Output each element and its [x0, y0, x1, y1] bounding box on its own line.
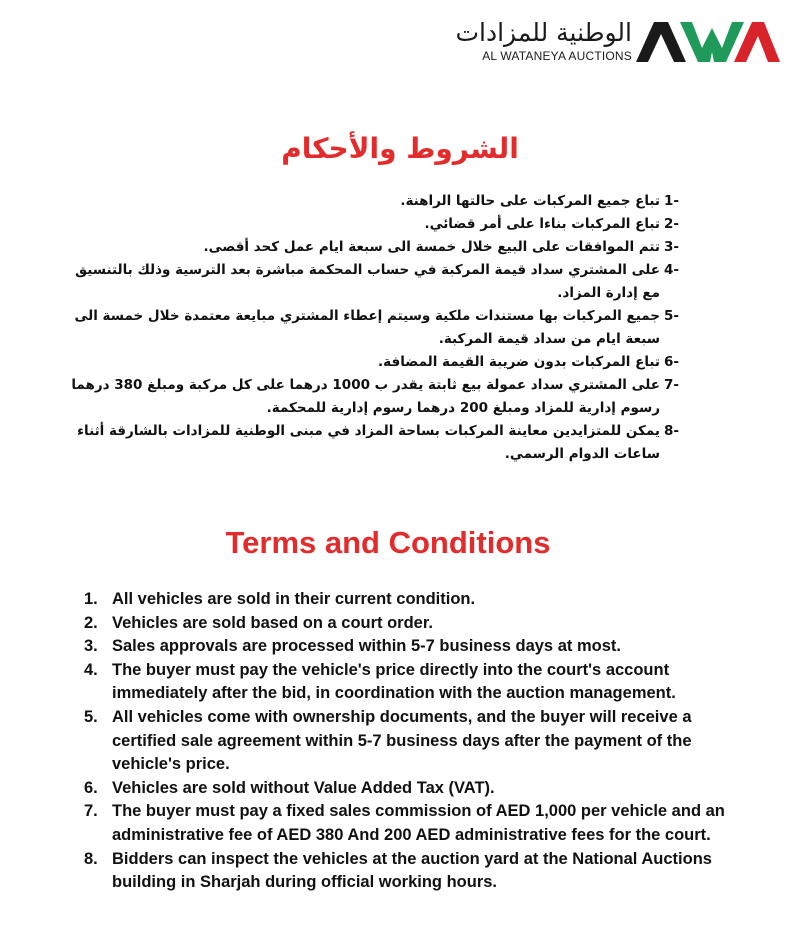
list-item [84, 848, 734, 895]
list-item [84, 800, 734, 847]
company-logo [455, 18, 780, 66]
list-item-text: The buyer must pay a fixed sales commission of AED 1,000 per vehicle and an administrative fee of AED 380 And 200 AED administrative fees for the court. [112, 802, 725, 844]
english-terms-list [84, 588, 734, 895]
list-item [84, 635, 734, 659]
list-item-text: All vehicles come with ownership documents, and the buyer will receive a certified sale agreement within 5-7 business days after the payment of the vehicle's price. [112, 707, 692, 774]
list-item [60, 213, 692, 236]
list-item [60, 351, 692, 374]
list-item-text: Vehicles are sold without Value Added Tax (VAT). [112, 778, 495, 797]
list-item-number: 5. [84, 707, 98, 726]
list-item [60, 236, 692, 259]
list-item-text: Sales approvals are processed within 5-7 business days at most. [112, 637, 621, 656]
logo-wordmark [455, 18, 632, 64]
list-item-number: 8- [664, 423, 679, 439]
list-item-number: 1- [664, 193, 679, 209]
list-item-number: 4- [664, 262, 679, 278]
list-item-text: Vehicles are sold based on a court order. [112, 613, 433, 632]
list-item-number: 4. [84, 660, 98, 679]
list-item-text: تباع المركبات بدون ضريبة القيمة المضافة. [378, 354, 660, 370]
list-item [84, 777, 734, 801]
list-item-text: تتم الموافقات على البيع خلال خمسة الى سبعة ايام عمل كحد أقصى. [203, 239, 660, 255]
arabic-page-title: الشروط والأحكام [281, 132, 519, 165]
logo-arabic-name: الوطنية للمزادات [455, 18, 632, 47]
arabic-terms-list [60, 190, 692, 466]
list-item-number: 6- [664, 354, 679, 370]
list-item-text: على المشتري سداد عمولة بيع ثابتة يقدر ب 1000 درهما على كل مركبة ومبلغ 380 درهما رسوم إدارية للمزاد ومبلغ 200 درهما رسوم إدارية للمحكمة. [71, 377, 660, 416]
list-item-number: 5- [664, 308, 679, 324]
list-item-text: The buyer must pay the vehicle's price directly into the court's account immediately after the bid, in coordination with the auction management. [112, 660, 676, 703]
list-item-number: 8. [84, 849, 98, 868]
list-item-number: 3. [84, 637, 98, 656]
list-item-number: 6. [84, 778, 98, 797]
list-item-number: 1. [84, 590, 98, 608]
list-item-text: على المشتري سداد قيمة المركبة في حساب المحكمة مباشرة بعد الترسية وذلك بالتنسيق مع إدارة المزاد. [75, 262, 660, 301]
list-item-number: 2. [84, 613, 98, 632]
list-item-text: All vehicles are sold in their current condition. [112, 590, 476, 608]
list-item-number: 2- [664, 216, 679, 232]
english-page-title: Terms and Conditions [225, 525, 551, 560]
logo-english-name: AL WATANEYA AUCTIONS [482, 49, 632, 63]
list-item-text: Bidders can inspect the vehicles at the auction yard at the National Auctions building in Sharjah during official working hours. [112, 849, 712, 892]
list-item-number: 3- [664, 239, 679, 255]
list-item [84, 706, 734, 777]
list-item-text: تباع المركبات بناءا على أمر قضائي. [424, 216, 660, 232]
list-item [60, 420, 692, 466]
list-item-text: تباع جميع المركبات على حالتها الراهنة. [400, 193, 660, 209]
list-item-text: يمكن للمتزايدين معاينة المركبات بساحة المزاد في مبنى الوطنية للمزادات بالشارقة أثناء ساعات الدوام الرسمي. [77, 423, 660, 462]
list-item-number: 7. [84, 802, 98, 821]
list-item [60, 374, 692, 420]
list-item [60, 190, 692, 213]
list-item [60, 305, 692, 351]
awa-logo-mark-icon [636, 22, 780, 62]
list-item [84, 659, 734, 706]
list-item [84, 588, 734, 612]
list-item-text: جميع المركبات بها مستندات ملكية وسيتم إعطاء المشتري مبايعة معتمدة خلال خمسة الى سبعة ايام من سداد قيمة المركبة. [74, 308, 660, 347]
list-item [60, 259, 692, 305]
list-item [84, 612, 734, 636]
list-item-number: 7- [664, 377, 679, 393]
